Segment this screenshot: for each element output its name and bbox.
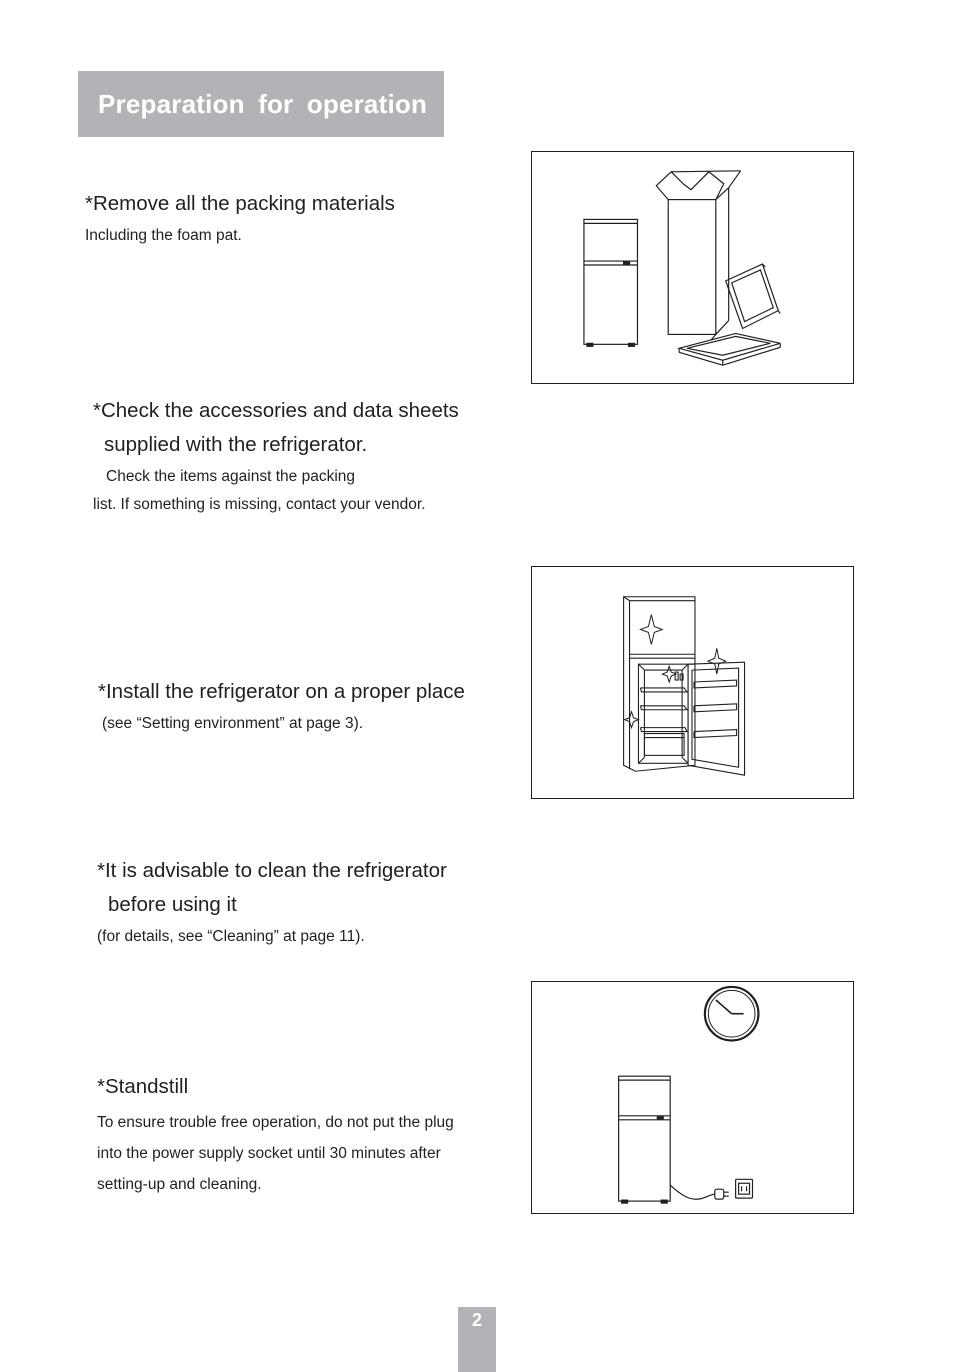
note-setting-environment: (see “Setting environment” at page 3). <box>102 715 364 732</box>
page-number-tab <box>458 1307 496 1372</box>
note-cleaning-reference: (for details, see “Cleaning” at page 11). <box>97 928 365 945</box>
figure-standstill <box>531 981 854 1214</box>
heading-check-accessories-line1: *Check the accessories and data sheets <box>93 399 459 422</box>
note-foam-pat: Including the foam pat. <box>85 227 242 244</box>
note-standstill-line2: into the power supply socket until 30 minutes after <box>97 1145 441 1162</box>
note-packing-list-line2: list. If something is missing, contact your vendor. <box>93 496 426 513</box>
note-packing-list-line1: Check the items against the packing <box>106 468 355 485</box>
page-title: Preparation for operation <box>98 88 428 119</box>
standstill-clock-plug-illustration-icon <box>532 982 853 1213</box>
heading-remove-packing: *Remove all the packing materials <box>85 192 395 215</box>
note-standstill-line1: To ensure trouble free operation, do not put the plug <box>97 1114 454 1131</box>
unpacking-illustration-icon <box>532 152 853 383</box>
heading-check-accessories-line2: supplied with the refrigerator. <box>104 433 368 456</box>
figure-unpacking <box>531 151 854 384</box>
note-standstill-line3: setting-up and cleaning. <box>97 1176 262 1193</box>
figure-open-refrigerator <box>531 566 854 799</box>
open-refrigerator-illustration-icon <box>532 567 853 798</box>
heading-install-place: *Install the refrigerator on a proper place <box>98 680 465 703</box>
section-title-bar <box>78 71 444 137</box>
page-number: 2 <box>471 1310 482 1330</box>
heading-clean-line1: *It is advisable to clean the refrigerator <box>97 859 447 882</box>
heading-standstill: *Standstill <box>97 1075 189 1098</box>
heading-clean-line2: before using it <box>108 893 237 916</box>
